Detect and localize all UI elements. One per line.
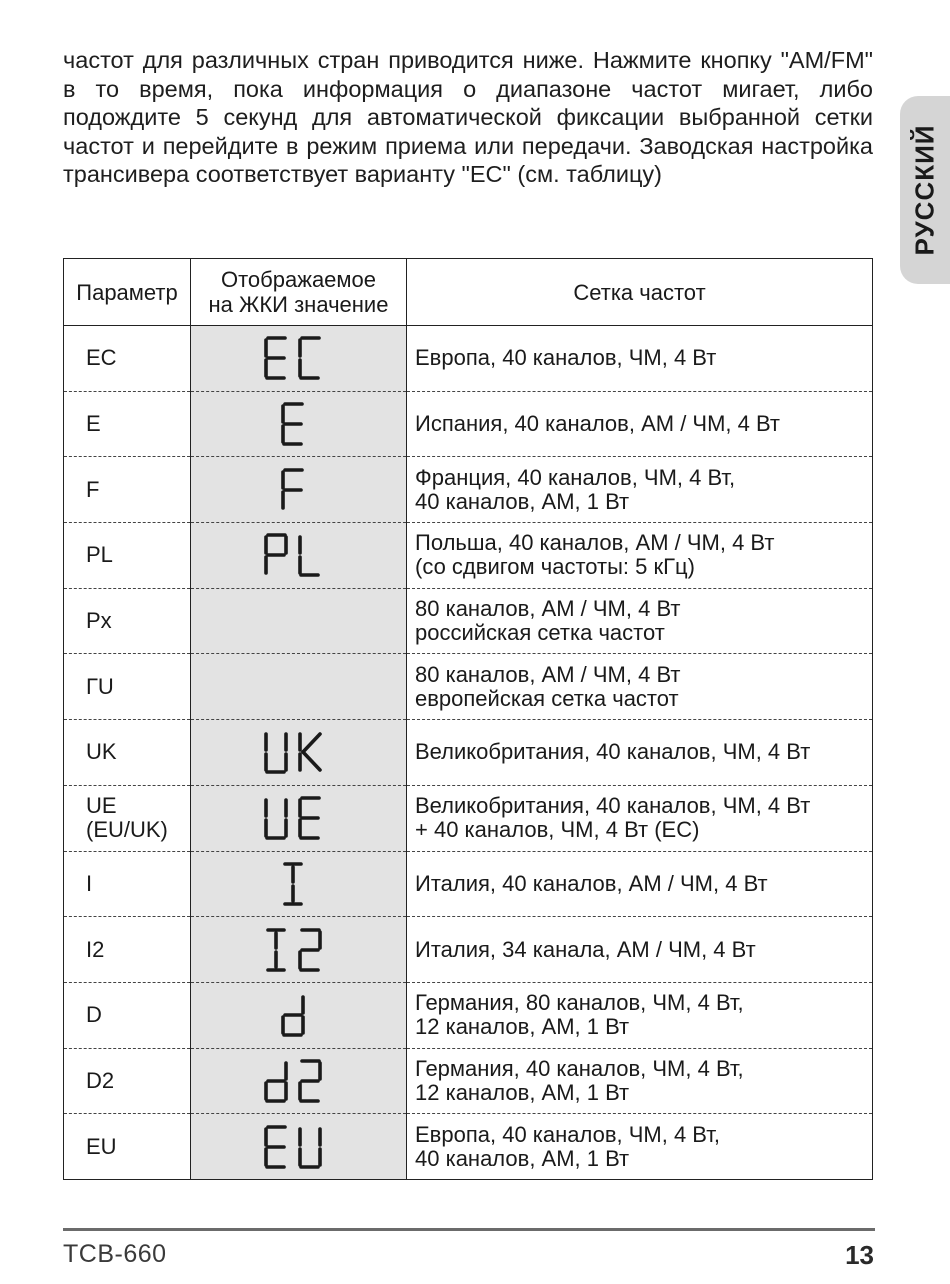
lcd-display-glyph: [191, 1057, 406, 1105]
table-row: [64, 391, 873, 457]
table-row: [64, 982, 873, 1048]
footer-rule: [63, 1228, 875, 1231]
grid-cell: [407, 785, 873, 851]
page-number: 13: [845, 1240, 874, 1270]
lcd-cell: [191, 457, 407, 523]
grid-description-line2: 40 каналов, АМ, 1 Вт: [415, 488, 630, 514]
grid-description-line1: Франция, 40 каналов, ЧМ, 4 Вт,: [415, 464, 736, 490]
lcd-display-glyph: [191, 926, 406, 974]
frequency-grid-table: [63, 258, 873, 1180]
header-lcd-line2: на ЖКИ значение: [208, 292, 389, 317]
param-value: I: [86, 870, 93, 896]
header-lcd: [191, 259, 407, 326]
table-row: [64, 457, 873, 523]
param-value: F: [86, 476, 100, 502]
param-cell: [64, 523, 191, 589]
lcd-cell: [191, 654, 407, 720]
table-row: [64, 851, 873, 917]
param-cell: [64, 720, 191, 786]
grid-cell: [407, 982, 873, 1048]
grid-description-line2: (со сдвигом частоты: 5 кГц): [415, 554, 695, 580]
param-value: I2: [86, 936, 105, 962]
param-value: PL: [86, 542, 113, 568]
lcd-display-glyph: [191, 466, 406, 514]
grid-cell: [407, 654, 873, 720]
grid-description-line1: Польша, 40 каналов, АМ / ЧМ, 4 Вт: [415, 530, 775, 556]
param-value: EC: [86, 345, 117, 371]
table-row: [64, 720, 873, 786]
lcd-display-glyph: [191, 728, 406, 776]
lcd-cell: [191, 720, 407, 786]
lcd-display-glyph: [191, 531, 406, 579]
grid-cell: [407, 1048, 873, 1114]
param-value: D: [86, 1002, 102, 1028]
table-row: [64, 917, 873, 983]
grid-description-line1: Европа, 40 каналов, ЧМ, 4 Вт,: [415, 1121, 721, 1147]
table-row: [64, 326, 873, 392]
language-tab-label: РУССКИЙ: [909, 124, 940, 256]
param-cell: [64, 654, 191, 720]
lcd-display-glyph: [191, 860, 406, 908]
lcd-cell: [191, 326, 407, 392]
lcd-cell: [191, 523, 407, 589]
language-tab: [900, 96, 950, 284]
lcd-cell: [191, 785, 407, 851]
grid-description-line1: 80 каналов, АМ / ЧМ, 4 Вт: [415, 661, 681, 687]
table-row: [64, 785, 873, 851]
param-value: E: [86, 411, 101, 437]
grid-description-line1: Германия, 40 каналов, ЧМ, 4 Вт,: [415, 1055, 744, 1081]
grid-description-line1: Испания, 40 каналов, АМ / ЧМ, 4 Вт: [415, 411, 780, 437]
param-cell: [64, 457, 191, 523]
lcd-display-glyph: [191, 794, 406, 842]
grid-cell: [407, 1114, 873, 1180]
param-value: EU: [86, 1133, 117, 1159]
param-cell: [64, 588, 191, 654]
grid-description-line1: Европа, 40 каналов, ЧМ, 4 Вт: [415, 345, 717, 371]
grid-cell: [407, 917, 873, 983]
header-grid: Сетка частот: [407, 259, 873, 326]
grid-description-line2: 12 каналов, АМ, 1 Вт: [415, 1079, 630, 1105]
grid-description-line2: 40 каналов, АМ, 1 Вт: [415, 1145, 630, 1171]
param-cell: [64, 1114, 191, 1180]
param-value: UE: [86, 793, 117, 819]
param-value: D2: [86, 1067, 115, 1093]
footer-model: TCB-660: [63, 1240, 167, 1268]
lcd-cell: [191, 1114, 407, 1180]
param-cell: [64, 326, 191, 392]
param-cell: [64, 982, 191, 1048]
lcd-cell: [191, 917, 407, 983]
table-row: [64, 1048, 873, 1114]
header-param: Параметр: [64, 259, 191, 326]
param-value: Px: [86, 608, 112, 634]
grid-description-line1: Италия, 40 каналов, АМ / ЧМ, 4 Вт: [415, 870, 768, 896]
grid-cell: [407, 326, 873, 392]
grid-description-line1: Великобритания, 40 каналов, ЧМ, 4 Вт: [415, 739, 811, 765]
param-cell: [64, 1048, 191, 1114]
param-cell: [64, 917, 191, 983]
grid-cell: [407, 391, 873, 457]
lcd-cell: [191, 1048, 407, 1114]
table-row: [64, 523, 873, 589]
grid-description-line1: Италия, 34 канала, АМ / ЧМ, 4 Вт: [415, 936, 756, 962]
grid-description-line1: 80 каналов, АМ / ЧМ, 4 Вт: [415, 596, 681, 622]
grid-description-line2: 12 каналов, АМ, 1 Вт: [415, 1014, 630, 1040]
grid-cell: [407, 720, 873, 786]
lcd-cell: [191, 588, 407, 654]
lcd-cell: [191, 851, 407, 917]
intro-paragraph: частот для различных стран приводится ниже. Нажмите кнопку "AM/FM" в то время, пока информация о диапазоне частот мигает, либо подождите 5 секунд для автоматической фиксации выбранной сетки частот и перейдите в режим приема или передачи. Заводская настройка трансивера соответствует варианту "EC" (см. таблицу): [63, 47, 873, 188]
lcd-display-glyph: [191, 1123, 406, 1171]
grid-description-line2: российская сетка частот: [415, 620, 665, 646]
grid-cell: [407, 588, 873, 654]
table-header-row: [64, 259, 873, 326]
table-row: [64, 654, 873, 720]
grid-cell: [407, 523, 873, 589]
grid-description-line2: европейская сетка частот: [415, 685, 679, 711]
lcd-cell: [191, 391, 407, 457]
grid-description-line1: Германия, 80 каналов, ЧМ, 4 Вт,: [415, 990, 744, 1016]
lcd-cell: [191, 982, 407, 1048]
param-cell: [64, 785, 191, 851]
grid-cell: [407, 457, 873, 523]
header-lcd-line1: Отображаемое: [220, 267, 377, 292]
param-value: UK: [86, 739, 117, 765]
lcd-display-glyph: [191, 334, 406, 382]
param-value: ГU: [86, 673, 114, 699]
grid-description-line1: Великобритания, 40 каналов, ЧМ, 4 Вт: [415, 793, 811, 819]
param-value-line2: (EU/UK): [86, 817, 168, 843]
table-row: [64, 1114, 873, 1180]
grid-description-line2: + 40 каналов, ЧМ, 4 Вт (ЕС): [415, 817, 700, 843]
lcd-display-glyph: [191, 991, 406, 1039]
table-row: [64, 588, 873, 654]
param-cell: [64, 851, 191, 917]
lcd-display-glyph: [191, 400, 406, 448]
param-cell: [64, 391, 191, 457]
grid-cell: [407, 851, 873, 917]
